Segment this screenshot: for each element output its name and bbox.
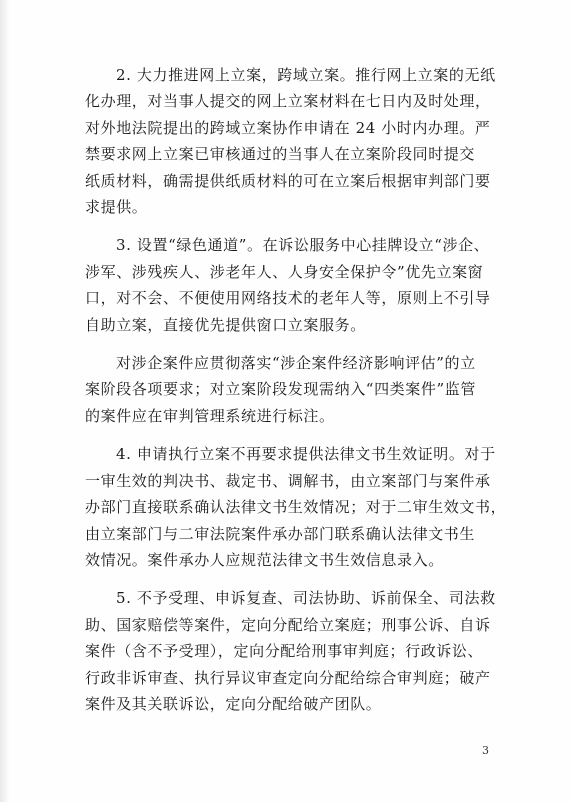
paragraph-line: 涉军、涉残疾人、涉老年人、人身安全保护令”优先立案窗: [85, 262, 484, 281]
paragraph-line: 求提供。: [85, 198, 148, 217]
paragraph-line: 案件及其关联诉讼，定向分配给破产团队。: [85, 694, 382, 713]
paragraph: [85, 585, 501, 717]
paragraph-line: 5. 不予受理、申诉复查、司法协助、诉前保全、司法救: [116, 589, 496, 608]
paragraph-line: 办部门直接联系确认法律文书生效情况；对于二审生效文书，: [85, 498, 507, 517]
paragraph-line: 禁要求网上立案已审核通过的当事人在立案阶段同时提交: [85, 145, 476, 164]
paragraph-line: 案阶段各项要求；对立案阶段发现需纳入“四类案件”监管: [85, 380, 476, 399]
paragraph-line: 化办理，对当事人提交的网上立案材料在七日内及时处理，: [85, 92, 491, 111]
document-body: [85, 62, 507, 729]
scan-edge: [0, 0, 10, 802]
paragraph-line: 行政非诉审查、执行异议审查定向分配给综合审判庭；破产: [85, 668, 491, 687]
paragraph-line: 由立案部门与二审法院案件承办部门联系确认法律文书生: [85, 524, 476, 543]
paragraph: [85, 232, 501, 338]
paragraph-line: 的案件应在审判管理系统进行标注。: [85, 406, 335, 425]
paragraph-line: 对涉企案件应贯彻落实“涉企案件经济影响评估”的立: [116, 354, 476, 373]
page-number: 3: [482, 744, 489, 757]
paragraph-line: 助、国家赔偿等案件，定向分配给立案庭；刑事公诉、自诉: [85, 615, 491, 634]
paragraph-line: 4. 申请执行立案不再要求提供法律文书生效证明。对于: [116, 445, 496, 464]
paragraph-line: 纸质材料，确需提供纸质材料的可在立案后根据审判部门要: [85, 171, 491, 190]
paragraph: [85, 350, 501, 429]
paragraph-line: 对外地法院提出的跨域立案协作申请在 24 小时内办理。严: [85, 118, 491, 137]
paragraph: [85, 441, 507, 573]
paragraph: [85, 62, 501, 220]
paragraph-line: 自助立案，直接优先提供窗口立案服务。: [85, 315, 366, 334]
paragraph-line: 效情况。案件承办人应规范法律文书生效信息录入。: [85, 550, 444, 569]
paragraph-line: 案件（含不予受理），定向分配给刑事审判庭；行政诉讼、: [85, 642, 484, 661]
paragraph-line: 3. 设置“绿色通道”。在诉讼服务中心挂牌设立“涉企、: [116, 236, 490, 255]
paragraph-line: 一审生效的判决书、裁定书、调解书，由立案部门与案件承: [85, 471, 491, 490]
paragraph-line: 2. 大力推进网上立案，跨域立案。推行网上立案的无纸: [116, 66, 496, 84]
paragraph-line: 口，对不会、不便使用网络技术的老年人等，原则上不引导: [85, 289, 491, 308]
